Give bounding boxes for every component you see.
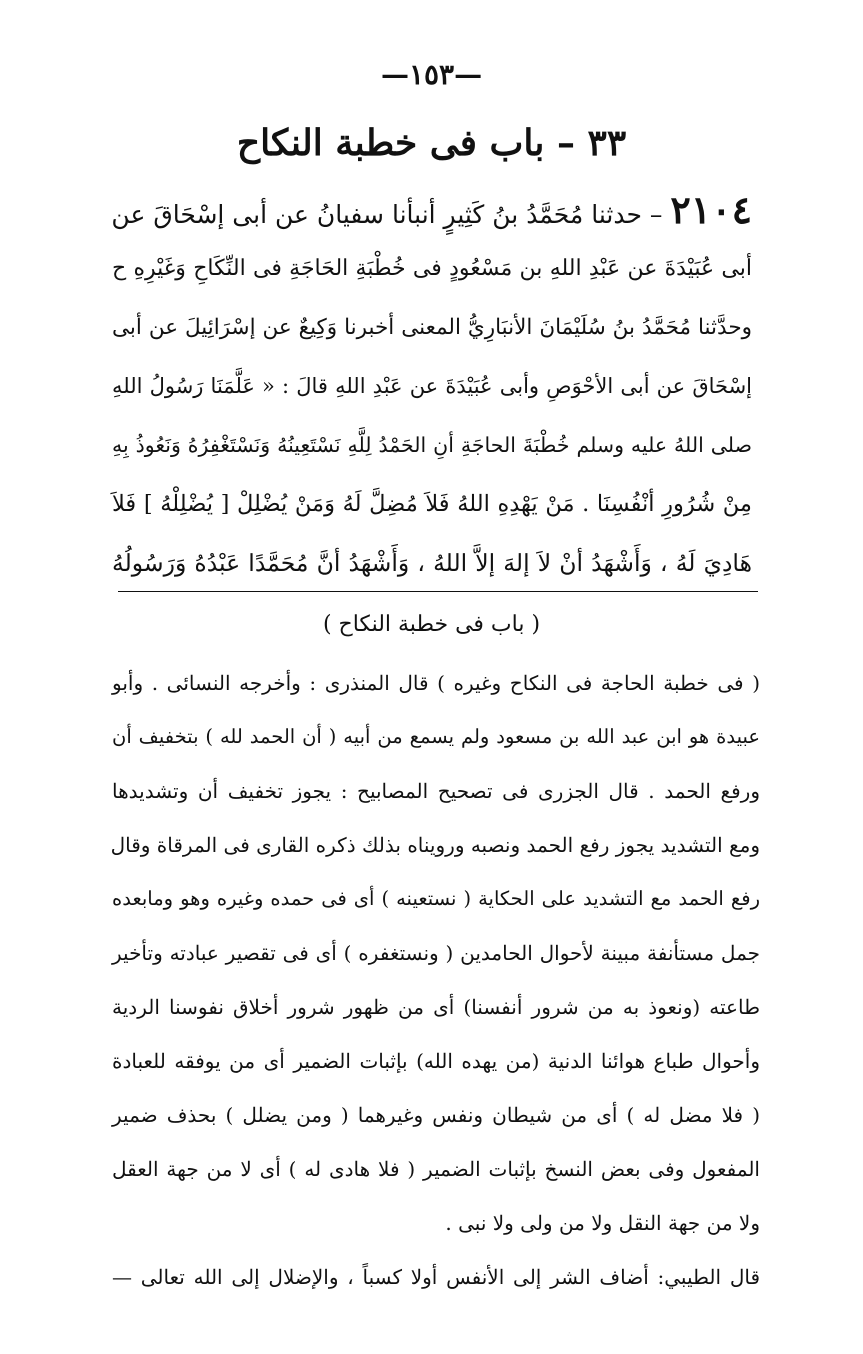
commentary-line: ومع التشديد يجوز رفع الحمد ونصبه ورويناه بذلك ذكره القارى فى المرقاة وقال <box>110 833 760 857</box>
hadith-line: صلى اللهُ عليه وسلم خُطْبَةَ الحاجَةِ أنِ الحَمْدُ لِلَّهِ نَسْتَعِينُهُ وَنَسْتَغْفِرُهُ وَنَعُوذُ بِهِ <box>112 433 752 457</box>
commentary-line: رفع الحمد مع التشديد على الحكاية ( نستعينه ) أى فى حمده وغيره وهو ومابعده <box>112 887 760 910</box>
commentary-line: قال الطيبي: أضاف الشر إلى الأنفس أولا كسباً ، والإضلال إلى الله تعالى — <box>112 1265 760 1289</box>
hadith-line: مِنْ شُرُورِ أنْفُسِنَا . مَنْ يَهْدِهِ اللهُ فَلاَ مُضِلَّ لَهُ وَمَنْ يُضْلِلْ [ يُضْلِلْهُ ] فَلاَ <box>112 491 752 517</box>
page-number: —١٥٣— <box>380 58 483 91</box>
commentary-line: ورفع الحمد . قال الجزرى فى تصحيح المصابيح : يجوز تخفيف أن وتشديدها <box>112 779 760 803</box>
hadith-text <box>112 180 752 593</box>
commentary-line: وأحوال طباع هوائنا الدنية (من يهده الله) بإثبات الضمير أى من يوفقه للعبادة <box>112 1049 760 1073</box>
hadith-line: هَادِيَ لَهُ ، وَأَشْهَدُ أنْ لاَ إلهَ إلاَّ اللهُ ، وَأَشْهَدُ أنَّ مُحَمَّدًا عَبْدُهُ وَرَسُولُهُ <box>112 549 752 577</box>
commentary-line: ( فلا مضل له ) أى من شيطان ونفس وغيرهما ( ومن يضلل ) بحذف ضمير <box>112 1103 760 1127</box>
chapter-title: ٣٣ – باب فى خطبة النكاح <box>236 122 627 164</box>
commentary-line: طاعته (ونعوذ به من شرور أنفسنا) أى من ظهور شرور أخلاق نفوسنا الردية <box>112 995 760 1019</box>
hadith-line: وحدَّثنا مُحَمَّدُ بنُ سُلَيْمَانَ الأنبَارِيُّ المعنى أخبرنا وَكِيعٌ عن إسْرَائِيلَ عن أبى <box>112 315 752 340</box>
commentary-line: ( فى خطبة الحاجة فى النكاح وغيره ) قال المنذرى : وأخرجه النسائى . وأبو <box>112 671 760 695</box>
footnote-divider <box>118 591 758 592</box>
commentary-line: المفعول وفى بعض النسخ بإثبات الضمير ( فلا هادى له ) أى لا من جهة العقل <box>112 1157 760 1181</box>
hadith-line: إسْحَاقَ عن أبى الأحْوَصِ وأبى عُبَيْدَةَ عن عَبْدِ اللهِ قالَ : « عَلَّمَنَا رَسُولُ اللهِ <box>112 374 752 398</box>
commentary-line: عبيدة هو ابن عبد الله بن مسعود ولم يسمع من أبيه ( أن الحمد لله ) بتخفيف أن <box>112 725 760 748</box>
commentary-line: ولا من جهة النقل ولا من ولى ولا نبى . <box>445 1211 760 1235</box>
hadith-number: ٢١٠٤ <box>670 187 752 232</box>
hadith-line-text: – حدثنا مُحَمَّدُ بنُ كَثِيرٍ أنبأنا سفيانُ عن أبى إسْحَاقَ عن <box>111 200 663 229</box>
commentary-line: جمل مستأنفة مبينة لأحوال الحامدين ( ونستغفره ) أى فى تقصير عبادته وتأخير <box>112 941 760 965</box>
hadith-line <box>112 180 752 239</box>
hadith-line: أبى عُبَيْدَةَ عن عَبْدِ اللهِ بن مَسْعُودٍ فى خُطْبَةِ الحَاجَةِ فى النِّكَاحِ وَغَيْرِهِ ح <box>112 256 752 281</box>
commentary-title: ( باب فى خطبة النكاح ) <box>322 612 541 637</box>
commentary-text <box>112 656 760 1304</box>
